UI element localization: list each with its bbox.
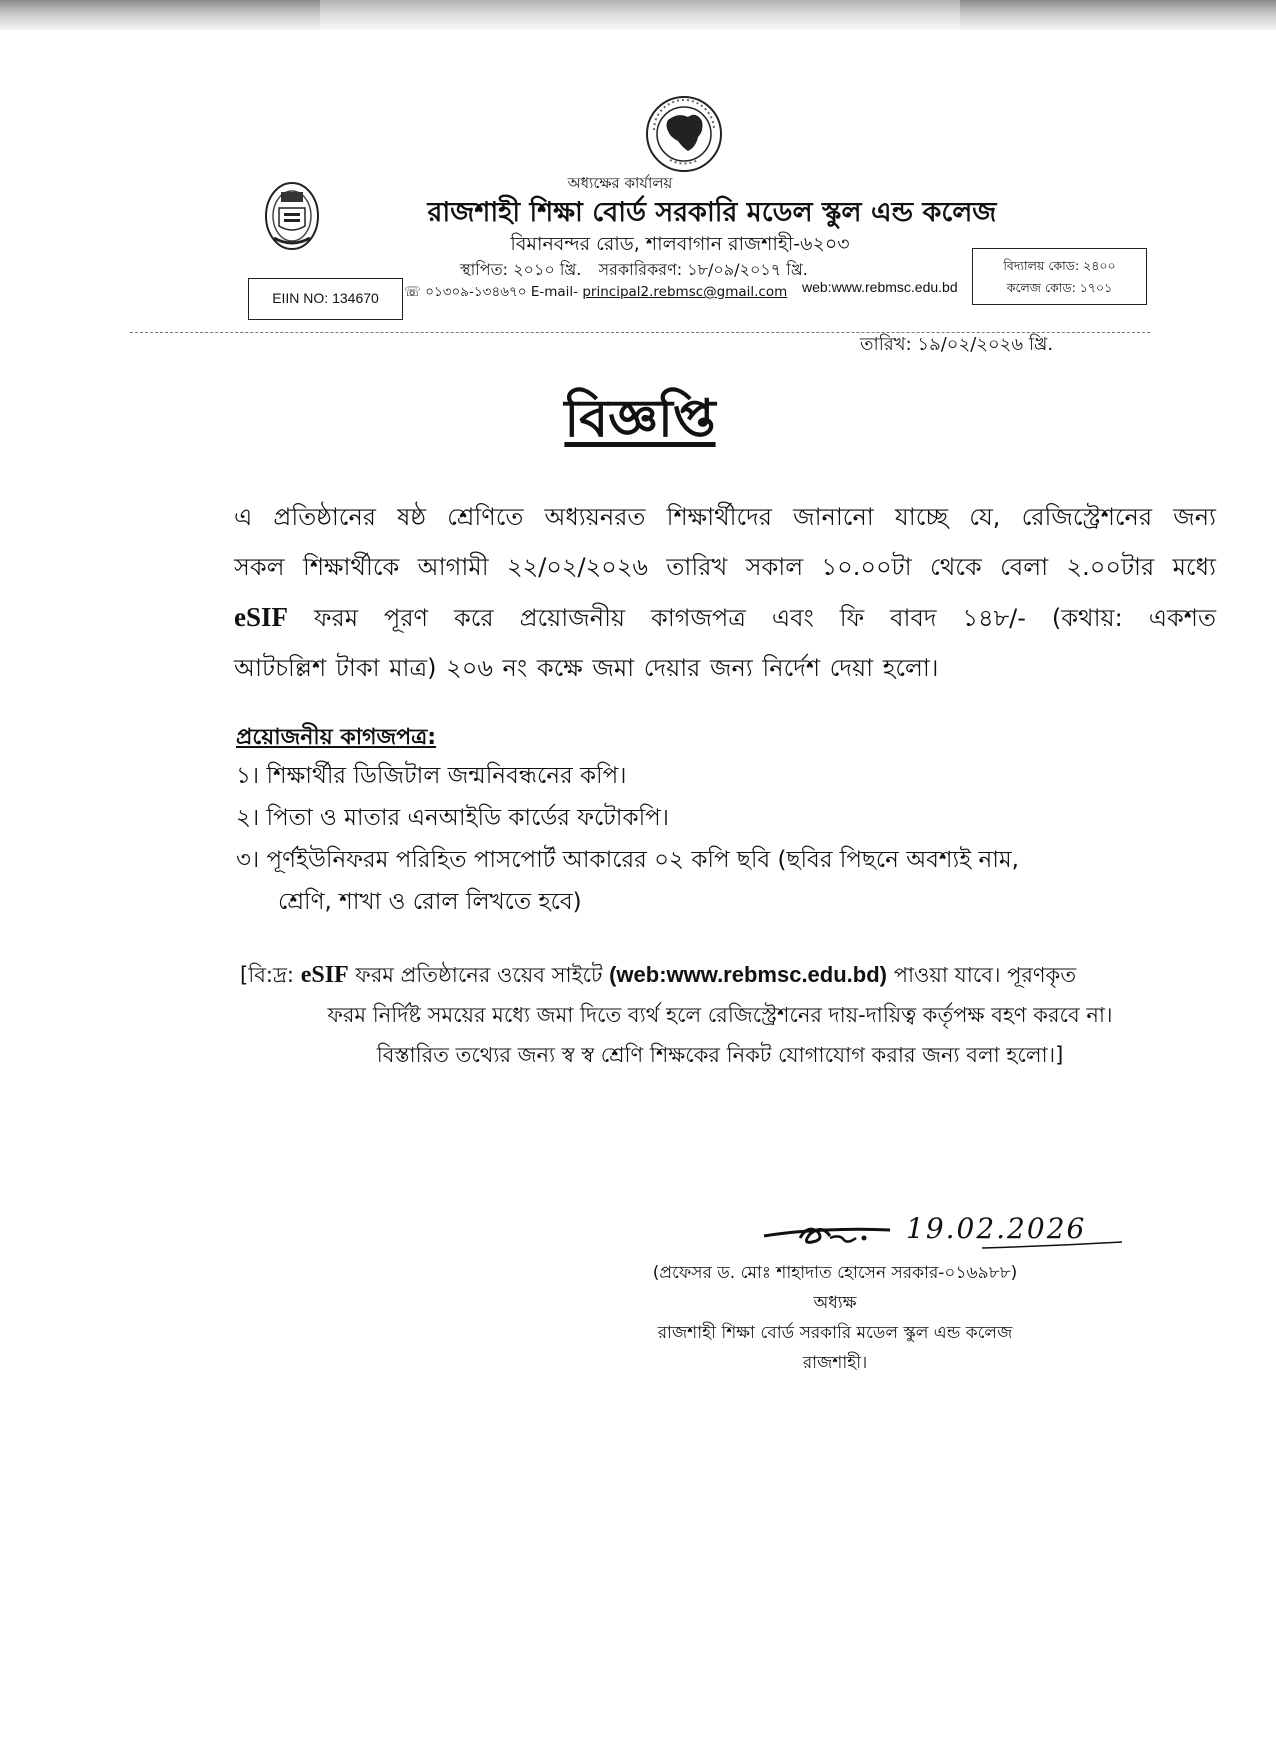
email-link[interactable]: principal2.rebmsc@gmail.com [582,284,788,300]
list-item-continuation: শ্রেণি, শাখা ও রোল লিখতে হবে) [278,889,582,915]
list-item: ২। পিতা ও মাতার এনআইডি কার্ডের ফটোকপি। [236,805,669,831]
requirements-list [236,755,1196,923]
school-code: বিদ্যালয় কোড: ২৪০০ [1003,258,1116,273]
body-line-3: eSIF ফরম পূরণ করে প্রয়োজনীয় কাগজপত্র এবং ফি বাবদ ১৪৮/- (কথায়: একশত [234,602,1216,632]
website-link[interactable]: web:www.rebmsc.edu.bd [802,279,958,295]
esif-term: eSIF [300,962,349,988]
government-seal-icon [644,94,724,174]
contact-line [404,281,787,304]
signatory-designation: অধ্যক্ষ [813,1293,857,1313]
email-label: E-mail- [530,284,579,300]
body-line-1: এ প্রতিষ্ঠানের ষষ্ঠ শ্রেণিতে অধ্যয়নরত শিক্ষার্থীদের জানানো যাচ্ছে যে, রেজিস্ট্রেশনের জন্য [234,503,1216,531]
phone-number: ০১৩০৯-১৩৪৬৭০ [425,284,527,300]
signatory-city: রাজশাহী। [802,1353,868,1373]
nationalization-date: সরকারিকরণ: ১৮/০৯/২০১৭ খ্রি. [598,260,808,279]
institution-name: রাজশাহী শিক্ষা বোর্ড সরকারি মডেল স্কুল এন্ড কলেজ [427,197,997,228]
requirements-heading: প্রয়োজনীয় কাগজপত্র: [236,725,437,750]
notice-body [234,492,1216,693]
notice-note [240,955,1200,1075]
body-line-2: সকল শিক্ষার্থীকে আগামী ২২/০২/২০২৬ তারিখ সকাল ১০.০০টা থেকে বেলা ২.০০টার মধ্যে [234,553,1216,581]
scan-edge [0,0,1276,30]
establishment-info [460,257,808,284]
signatory-name: (প্রফেসর ড. মোঃ শাহাদাত হোসেন সরকার-০১৬৯৮৮) [652,1263,1018,1283]
eiin-box: EIIN NO: 134670 [248,278,403,320]
signatory-institution: রাজশাহী শিক্ষা বোর্ড সরকারি মডেল স্কুল এন্ড কলেজ [657,1323,1013,1343]
body-line-4: আটচল্লিশ টাকা মাত্র) ২০৬ নং কক্ষে জমা দেয়ার জন্য নির্দেশ দেয়া হলো। [234,654,939,682]
list-item: ৩। পূর্ণইউনিফরম পরিহিত পাসপোর্ট আকারের ০২ কপি ছবি (ছবির পিছনে অবশ্যই নাম, [236,847,1019,873]
office-label: অধ্যক্ষের কার্যালয় [567,174,673,192]
list-item: ১। শিক্ষার্থীর ডিজিটাল জন্মনিবন্ধনের কপি। [236,763,627,789]
college-code: কলেজ কোড: ১৭০১ [1006,280,1113,295]
signatory-block [600,1258,1070,1378]
signature-date: 19.02.2026 [906,1212,1087,1245]
note-line-3: বিস্তারিত তথ্যের জন্য স্ব স্ব শ্রেণি শিক্ষকের নিকট যোগাযোগ করার জন্য বলা হলো।] [376,1043,1064,1067]
code-box [972,248,1147,305]
note-line-1: [বি:দ্র: eSIF ফরম প্রতিষ্ঠানের ওয়েব সাইটে (web:www.rebmsc.edu.bd) পাওয়া যাবে। পূরণকৃত [240,962,1077,988]
phone-icon: ☏ [404,284,421,300]
note-website[interactable]: (web:www.rebmsc.edu.bd) [609,962,887,987]
established-date: স্থাপিত: ২০১০ খ্রি. [460,260,582,279]
institution-address: বিমানবন্দর রোড, শালবাগান রাজশাহী-৬২০৩ [510,233,850,255]
notice-date: তারিখ: ১৯/০২/২০২৬ খ্রি. [860,334,1054,355]
note-line-2: ফরম নির্দিষ্ট সময়ের মধ্যে জমা দিতে ব্যর্থ হলে রেজিস্ট্রেশনের দায়-দায়িত্ব কর্তৃপক্ষ বহণ করবে না। [327,1003,1113,1027]
institution-crest-icon [262,178,322,252]
notice-title: বিজ্ঞপ্তি [564,389,716,449]
esif-term: eSIF [234,602,288,632]
